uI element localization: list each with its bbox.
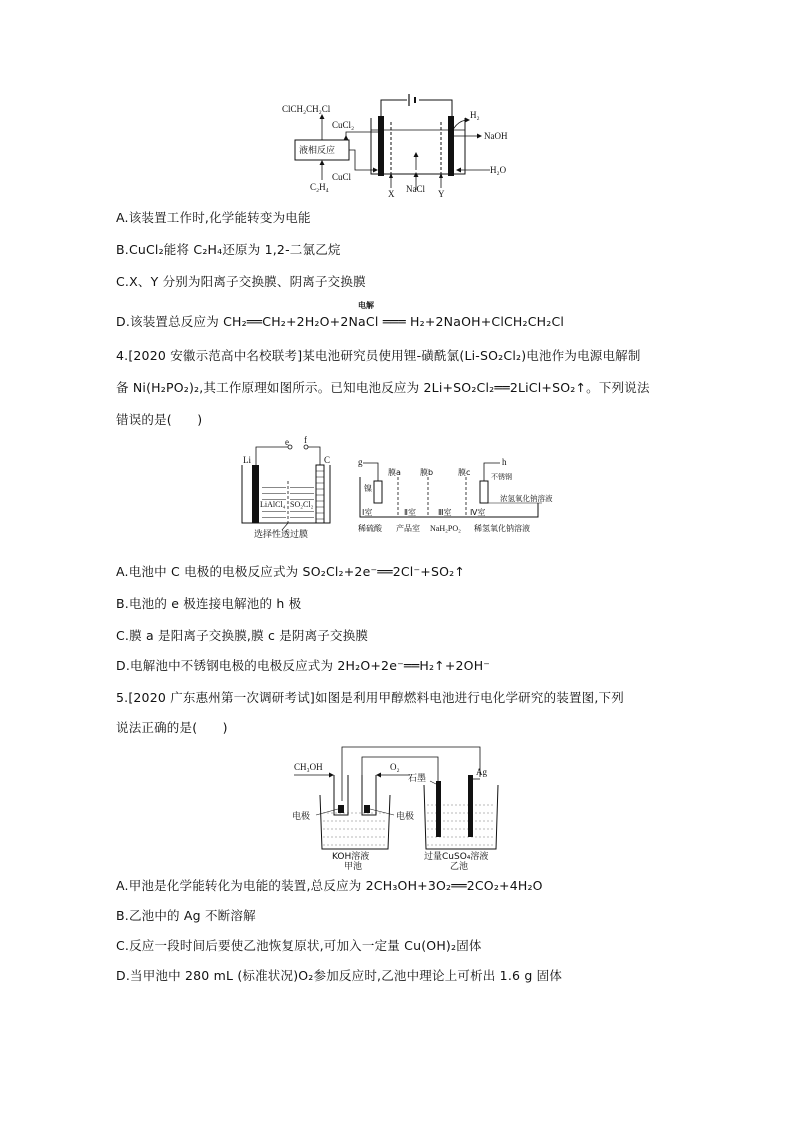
label-dilute-acid: 稀硫酸 [358, 524, 382, 533]
label-c2h4: C₂H₄ [310, 182, 329, 192]
label-room-3: Ⅲ室 [438, 508, 452, 517]
label-h2: H₂ [470, 110, 480, 120]
label-electrode-right: 电极 [396, 812, 415, 822]
q4-option-d: D.电解池中不锈钢电极的电极反应式为 2H₂O+2e⁻══H₂↑+2OH⁻ [116, 658, 491, 673]
label-ag: Ag [476, 767, 487, 777]
label-product: ClCH₂CH₂Cl [282, 104, 331, 114]
q4-option-a: A.电池中 C 电极的电极反应式为 SO₂Cl₂+2e⁻══2Cl⁻+SO₂↑ [116, 564, 465, 579]
label-reactor: 液相反应 [299, 146, 336, 156]
label-selective-membrane: 选择性透过膜 [254, 530, 309, 540]
label-conc-naoh: 浓氢氧化钠溶液 [500, 494, 553, 503]
figure-fuel-cell [290, 745, 520, 872]
label-lialcl4: LiAlCl₄ [260, 500, 286, 509]
label-koh: KOH溶液 [332, 852, 370, 862]
label-e: e [285, 437, 289, 447]
label-product-room: 产品室 [396, 524, 420, 533]
q3-option-d [116, 312, 564, 330]
label-cuso4: 过量CuSO₄溶液 [424, 852, 489, 862]
q3-option-d-text: D.该装置总反应为 CH₂══CH₂+2H₂O+2NaCl ═══ H₂+2NaOH+ClCH₂CH₂Cl [116, 314, 565, 329]
figure-electrolysis-cell [280, 92, 540, 202]
q5-option-a: A.甲池是化学能转化为电能的装置,总反应为 2CH₃OH+3O₂══2CO₂+4H₂O [116, 878, 543, 893]
q5-stem-line-2: 说法正确的是( ) [116, 720, 228, 735]
q4-stem-line-2: 备 Ni(H₂PO₂)₂,其工作原理如图所示。已知电池反应为 2Li+SO₂Cl₂══2LiCl+SO₂↑。下列说法 [116, 380, 650, 395]
label-room-4: Ⅳ室 [470, 508, 486, 517]
label-y: Y [438, 189, 445, 199]
label-electrode-left: 电极 [292, 812, 311, 822]
label-room-2: Ⅱ室 [404, 508, 416, 517]
label-cell-a: 甲池 [344, 862, 363, 872]
q4-option-b: B.电池的 e 极连接电解池的 h 极 [116, 596, 302, 611]
label-o2: O₂ [390, 762, 400, 772]
label-membrane-c: 膜c [458, 468, 471, 477]
q3-option-a: A.该装置工作时,化学能转变为电能 [116, 210, 311, 225]
label-ch3oh: CH₃OH [294, 762, 323, 772]
q3-option-b: B.CuCl₂能将 C₂H₄还原为 1,2-二氯乙烷 [116, 242, 341, 257]
label-membrane-b: 膜b [420, 468, 434, 477]
label-ni: 镍 [364, 484, 372, 493]
label-x: X [388, 189, 395, 199]
label-cucl2: CuCl₂ [332, 120, 355, 130]
label-membrane-a: 膜a [388, 468, 401, 477]
q3-option-d-condition: 电解 [358, 301, 374, 310]
q4-option-c: C.膜 a 是阳离子交换膜,膜 c 是阴离子交换膜 [116, 628, 369, 643]
q5-option-d: D.当甲池中 280 mL (标准状况)O₂参加反应时,乙池中理论上可析出 1.6 g 固体 [116, 968, 563, 983]
figure-battery-electrolysis [238, 435, 568, 545]
label-room-1: Ⅰ室 [362, 508, 373, 517]
label-nacl: NaCl [406, 184, 425, 194]
label-dilute-naoh: 稀氢氧化钠溶液 [474, 524, 530, 533]
label-cucl: CuCl [332, 172, 352, 182]
q3-option-c: C.X、Y 分别为阳离子交换膜、阴离子交换膜 [116, 274, 366, 289]
label-naoh: NaOH [484, 131, 508, 141]
label-cell-b: 乙池 [450, 862, 469, 872]
q5-option-c: C.反应一段时间后要使乙池恢复原状,可加入一定量 Cu(OH)₂固体 [116, 938, 482, 953]
label-steel: 不锈钢 [491, 473, 512, 481]
label-h2o: H₂O [490, 165, 507, 175]
label-g: g [358, 457, 363, 467]
q5-option-b: B.乙池中的 Ag 不断溶解 [116, 908, 256, 923]
label-li: Li [243, 455, 251, 465]
label-so2cl2: SO₂Cl₂ [290, 500, 314, 509]
label-nah2po2: NaH₂PO₂ [430, 524, 461, 533]
q5-stem-line-1: 5.[2020 广东惠州第一次调研考试]如图是利用甲醇燃料电池进行电化学研究的装置图,下列 [116, 690, 624, 705]
q4-stem-line-1: 4.[2020 安徽示范高中名校联考]某电池研究员使用锂-磺酰氯(Li-SO₂Cl₂)电池作为电源电解制 [116, 348, 641, 363]
label-c: C [324, 455, 331, 465]
label-h: h [502, 457, 507, 467]
label-graphite: 石墨 [408, 774, 427, 784]
q4-stem-line-3: 错误的是( ) [116, 412, 203, 427]
label-f: f [304, 435, 307, 445]
